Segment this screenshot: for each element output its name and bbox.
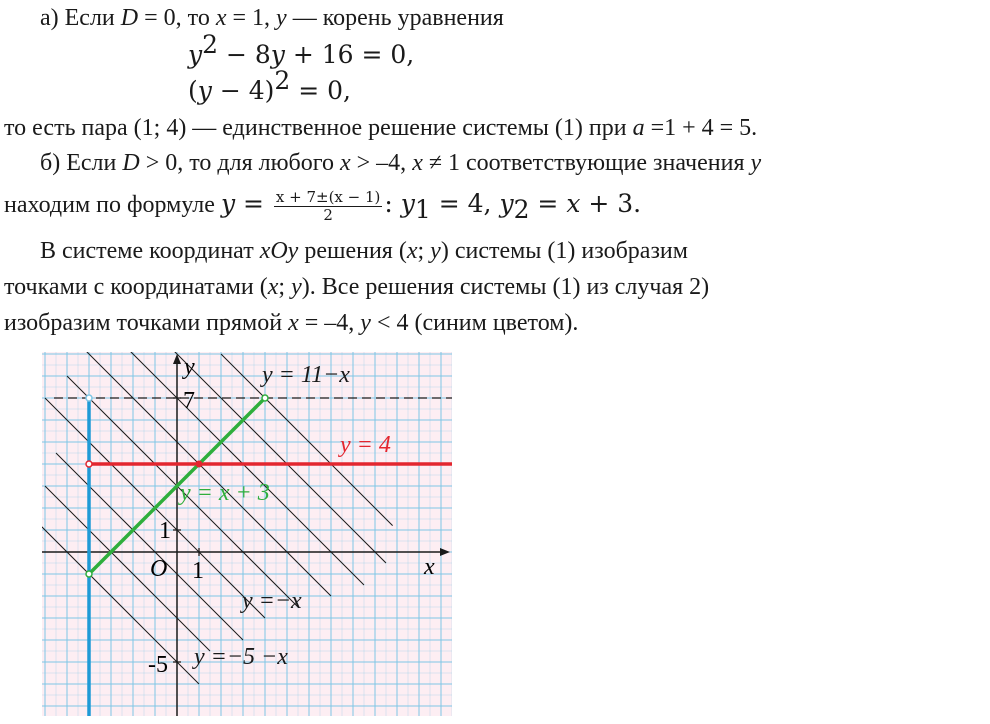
point-open-green (262, 395, 268, 401)
coordinate-graph (42, 352, 452, 716)
x-axis-label: x (424, 554, 435, 580)
origin-label: O (150, 556, 168, 582)
tick-ym5-label: -5 (148, 652, 168, 678)
label-line-11-minus-x: y = 11−x (262, 362, 350, 388)
text-line-7: В системе координат xOy решения (x; y) системы (1) изобразим (40, 238, 688, 264)
y-axis-label: y (184, 354, 195, 380)
formula-fraction: $\frac{x + 7\pm(x - 1)}{2}$ (275, 188, 381, 224)
tick-y7-label: 7 (183, 388, 195, 414)
label-line-x-plus-3: y = x + 3 (180, 480, 270, 506)
text-line-5: б) Если D > 0, то для любого x > –4, x ≠ 1 соответствующие значения y (40, 150, 762, 176)
point-1-4 (196, 461, 203, 468)
point-open-red (86, 461, 92, 467)
label-line-minus-5-minus-x: y =−5 −x (194, 644, 288, 670)
text-line-9: изобразим точками прямой x = –4, y < 4 (синим цветом). (4, 310, 579, 336)
label-line-y4: y = 4 (340, 432, 391, 458)
text-line-1: а) Если D = 0, то x = 1, y — корень уравнения (40, 5, 504, 31)
point-open-top (86, 395, 92, 401)
equation-1: $y^2 - 8y + 16 = 0$, (188, 30, 415, 69)
label-line-minus-x: y =−x (242, 588, 302, 614)
equation-2: $(y - 4)^2 = 0$, (188, 66, 351, 105)
text-line-4: то есть пара (1; 4) — единственное решение системы (1) при a =1 + 4 = 5. (4, 115, 758, 141)
point-open-bottom (86, 571, 92, 577)
text-line-6: находим по формуле y = $\frac{x + 7\pm(x - 1)}{2}$ : $y_1 = 4$, $y_2 = x + 3$. (4, 188, 642, 225)
tick-x1-label: 1 (192, 558, 204, 584)
tick-y1-label: 1 (159, 518, 171, 544)
text-line-8: точками с координатами (x; y). Все решения системы (1) из случая 2) (4, 274, 710, 300)
